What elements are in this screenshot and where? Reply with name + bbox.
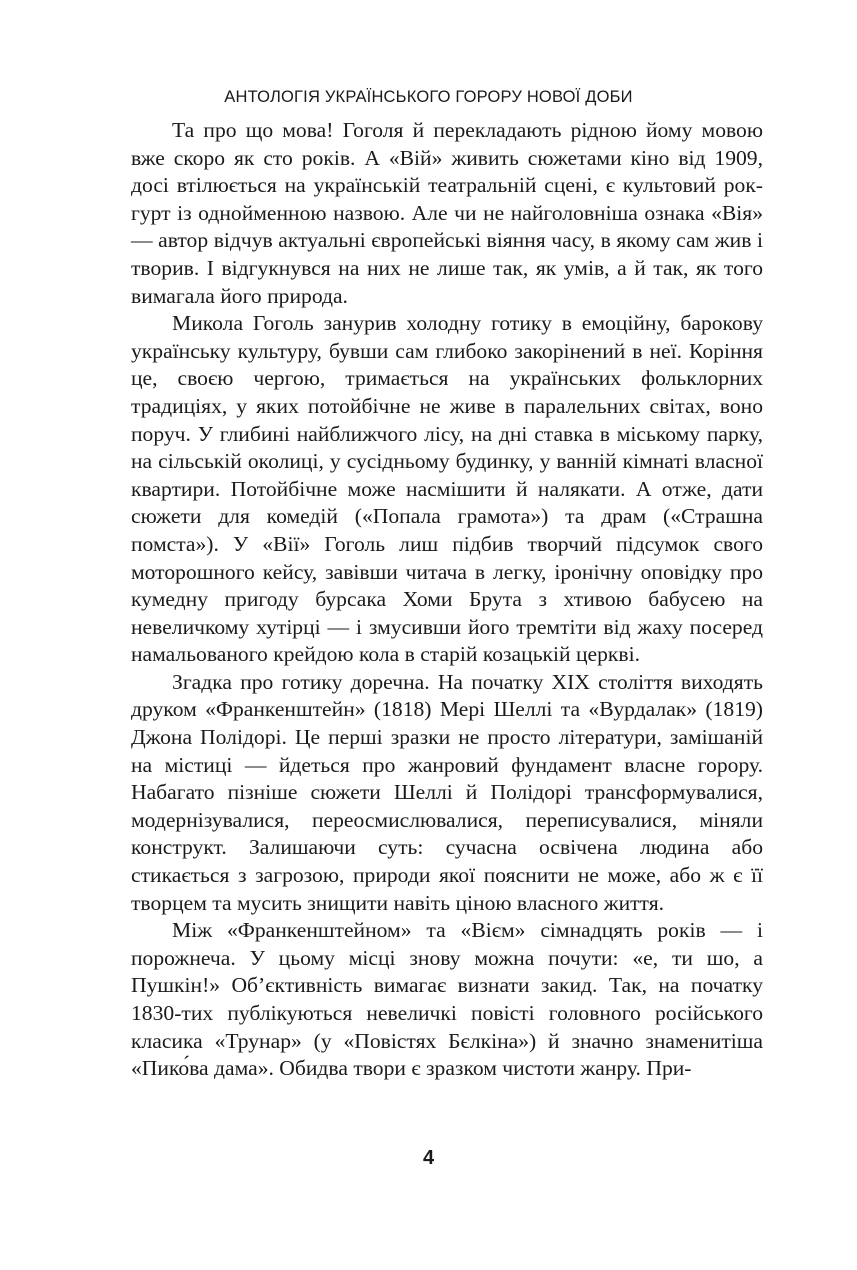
paragraph: Між «Франкенштейном» та «Вієм» сімнадцять років — і порожнеча. У цьому місці знову можна почути: «е, ти шо, а Пушкін!» Об’єктивність вимагає визнати закид. Так, на початку 1830-тих публікуються невеличкі повісті головного російського класика «Трунар» (у «Повістях Бєлкіна») й значно знаменитіша «Пико́ва дама». Обидва твори є зразком чистоти жанру. При- bbox=[131, 918, 763, 1081]
paragraph: Та про що мова! Гоголя й перекладають рідною йому мовою вже скоро як сто років. А «Вій» живить сюжетами кіно від 1909, досі втілюється на українській театральній сцені, є культовий рок-гурт із однойменною назвою. Але чи не найголовніша ознака «Вія» — автор відчув актуальні європейські віяння часу, в якому сам жив і творив. І відгукнувся на них не лише так, як умів, а й так, як того вимагала його природа. bbox=[131, 118, 763, 308]
page-number: 4 bbox=[422, 1147, 435, 1169]
paragraph: Микола Гоголь занурив холодну готику в емоційну, барокову українську культуру, бувши сам глибоко закорінений в неї. Коріння це, своєю чергою, тримається на українських фольклорних традиціях, у яких потойбічне не живе в паралельних світах, воно поруч. У глибині найближчого лісу, на дні ставка в міському парку, на сільській околиці, у сусідньому будинку, у ванній кімнаті власної квартири. Потойбічне може насмішити й налякати. А отже, дати сюжети для комедій («Попала грамота») та драм («Страшна помста»). У «Вії» Гоголь лиш підбив творчий підсумок свого моторошного кейсу, завівши читача в легку, іронічну оповідку про кумедну пригоду бурсака Хоми Брута з хтивою бабусею на невеличкому хутірці — і змусивши його тремтіти від жаху посеред намальованого крейдою кола в старій козацькій церкві. bbox=[131, 311, 763, 667]
body-text bbox=[131, 117, 763, 1083]
running-head: АНТОЛОГІЯ УКРАЇНСЬКОГО ГОРОРУ НОВОЇ ДОБИ bbox=[224, 88, 633, 106]
paragraph: Згадка про готику доречна. На початку XIX століття виходять друком «Франкенштейн» (1818) Мері Шеллі та «Вурдалак» (1819) Джона Полідорі. Це перші зразки не просто літератури, замішаній на містиці — йдеться про жанровий фундамент власне горору. Набагато пізніше сюжети Шеллі й Полідорі трансформувалися, модернізувалися, переосмислювалися, переписувалися, міняли конструкт. Залишаючи суть: сучасна освічена людина або стикається з загрозою, природи якої пояснити не може, або ж є її творцем та мусить знищити навіть ціною власного життя. bbox=[131, 669, 763, 915]
